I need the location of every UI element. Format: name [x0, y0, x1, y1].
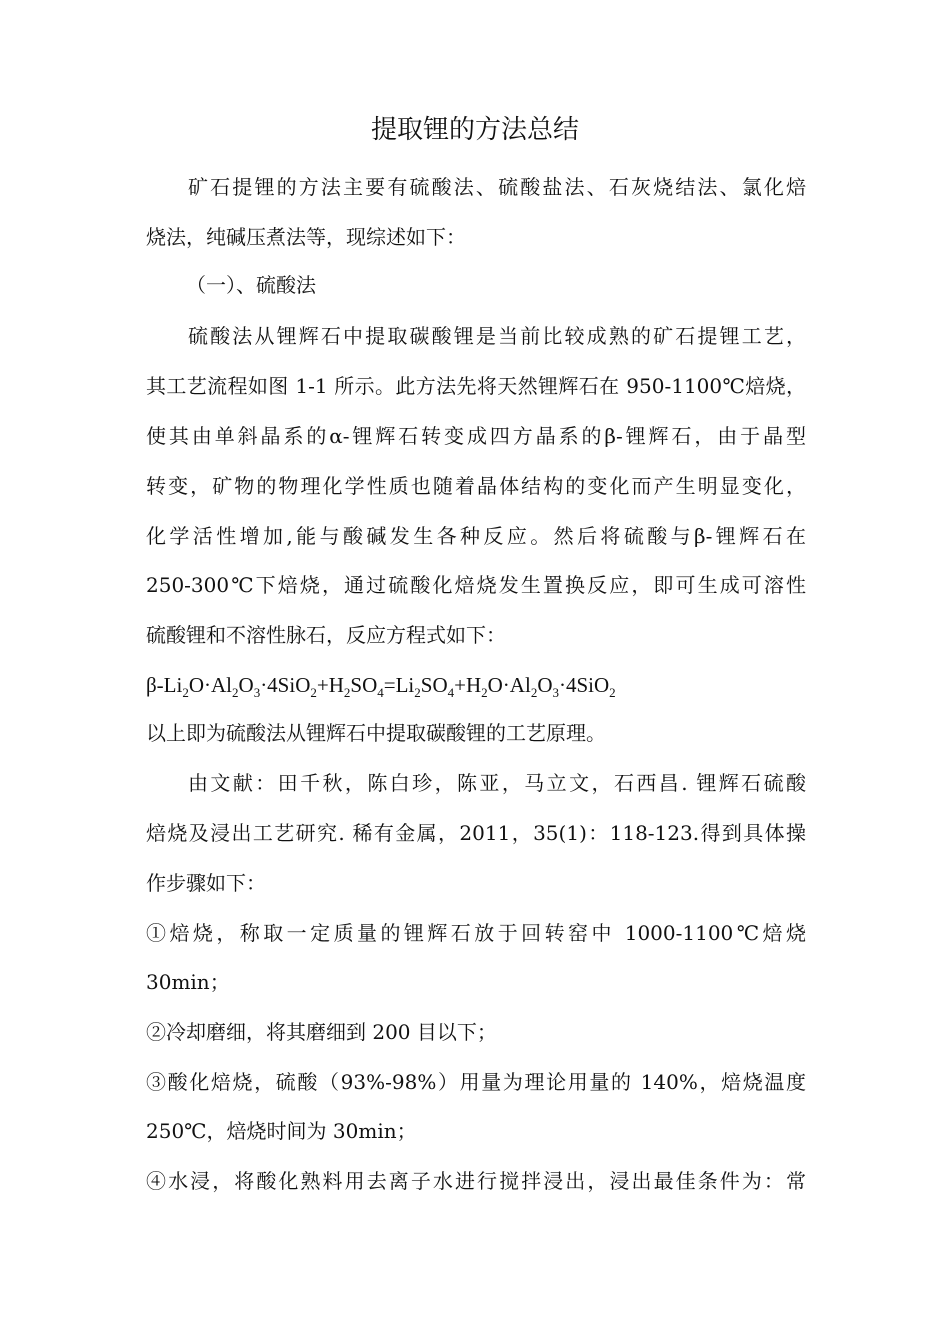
step-line: 250℃，焙烧时间为 30min； — [146, 1119, 417, 1143]
paragraph1-line: 硫酸锂和不溶性脉石，反应方程式如下： — [146, 623, 506, 647]
paragraph1-line: 硫酸法从锂辉石中提取碳酸锂是当前比较成熟的矿石提锂工艺， — [188, 324, 806, 348]
document-title: 提取锂的方法总结 — [370, 115, 579, 145]
paragraph1-line: 化学活性增加,能与酸碱发生各种反应。然后将硫酸与β-锂辉石在 — [146, 524, 806, 548]
summary-line: 以上即为硫酸法从锂辉石中提取碳酸锂的工艺原理。 — [146, 721, 606, 745]
paragraph1-line: 使其由单斜晶系的α-锂辉石转变成四方晶系的β-锂辉石，由于晶型 — [146, 424, 806, 448]
step-line: ③酸化焙烧，硫酸（93%-98%）用量为理论用量的 140%，焙烧温度 — [146, 1070, 806, 1094]
step-line: ①焙烧，称取一定质量的锂辉石放于回转窑中 1000-1100℃焙烧 — [146, 921, 806, 945]
section-heading: （一）、硫酸法 — [186, 273, 316, 297]
reference-line: 由文献：田千秋，陈白珍，陈亚，马立文，石西昌. 锂辉石硫酸 — [188, 771, 806, 795]
step-line: ②冷却磨细，将其磨细到 200 目以下； — [146, 1020, 497, 1044]
paragraph1-line: 其工艺流程如图 1-1 所示。此方法先将天然锂辉石在 950-1100℃焙烧， — [146, 374, 806, 398]
step-line: ④水浸，将酸化熟料用去离子水进行搅拌浸出，浸出最佳条件为：常 — [146, 1169, 806, 1193]
reaction-equation: $\beta-Li_2O\cdot Al_2O_3\cdot 4SiO_2+H_2SO_4=Li_2SO_4+H_2O\cdot Al_2O_3\cdot 4SiO_2$ — [146, 673, 616, 700]
paragraph1-line: 250-300℃下焙烧，通过硫酸化焙烧发生置换反应，即可生成可溶性 — [146, 573, 806, 597]
intro-line-2: 烧法，纯碱压煮法等，现综述如下： — [146, 225, 466, 249]
intro-line-1: 矿石提锂的方法主要有硫酸法、硫酸盐法、石灰烧结法、氯化焙 — [188, 175, 806, 199]
paragraph1-line: 转变，矿物的物理化学性质也随着晶体结构的变化而产生明显变化， — [146, 474, 806, 498]
reference-line: 作步骤如下： — [146, 871, 266, 895]
step-line: 30min； — [146, 970, 230, 994]
reference-line: 焙烧及浸出工艺研究. 稀有金属，2011，35(1)：118-123.得到具体操 — [146, 821, 806, 845]
